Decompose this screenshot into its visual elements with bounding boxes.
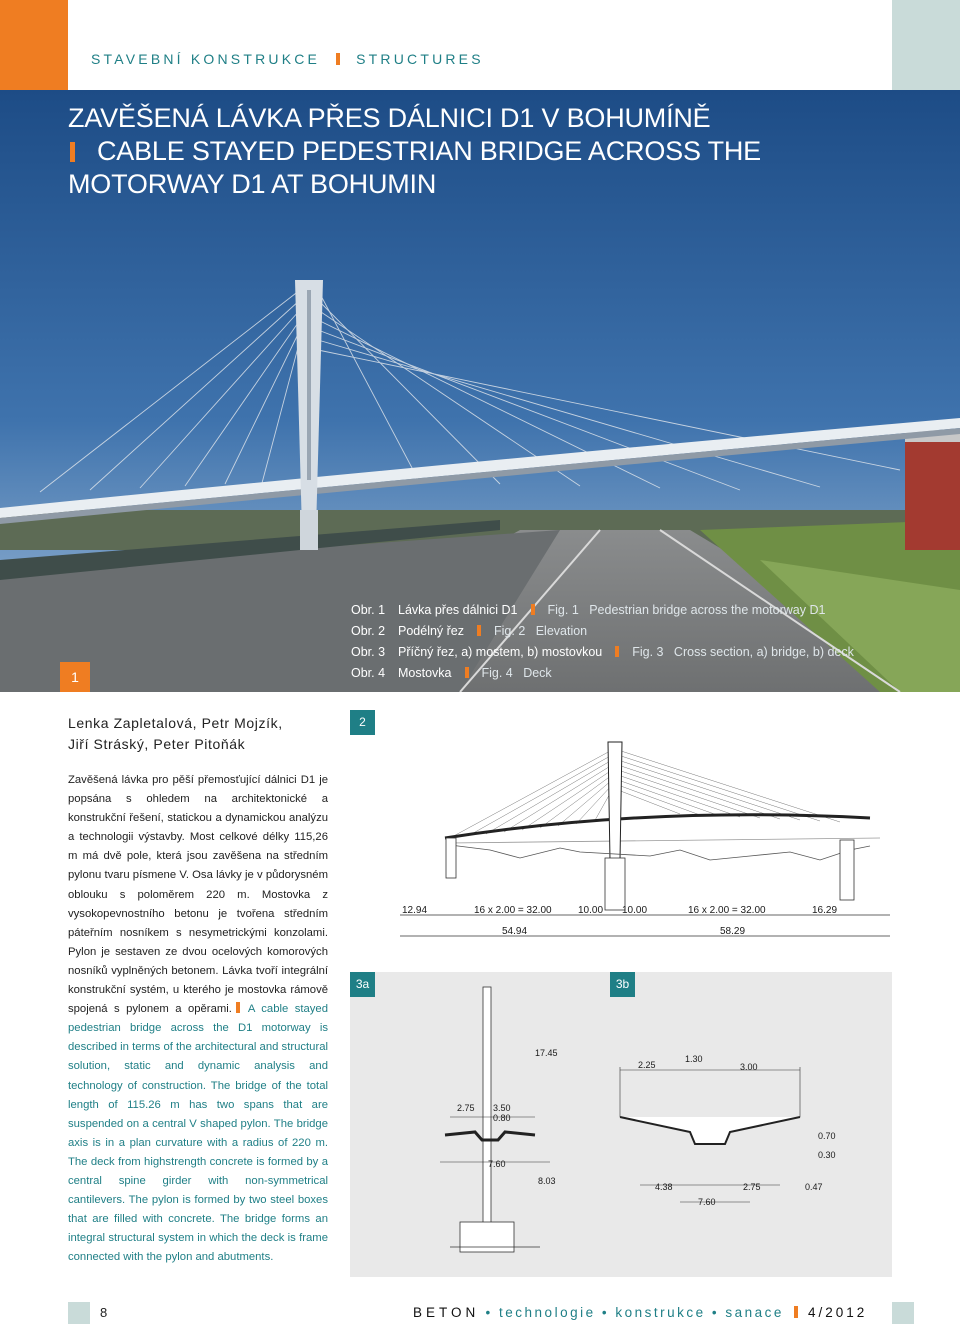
separator-bar: [336, 53, 340, 65]
caption-bar: [531, 604, 535, 615]
figure-3a-tag: 3a: [350, 972, 375, 997]
figure-2-elevation: [350, 710, 892, 960]
section-header: [91, 51, 484, 67]
abstract-bar: [236, 1002, 240, 1013]
footer-word: technologie: [499, 1305, 596, 1320]
dot-separator: •: [485, 1305, 493, 1320]
dim-label: 58.29: [720, 926, 746, 937]
magazine-footer: [413, 1305, 867, 1320]
dim-label: 3.50: [493, 1103, 511, 1113]
dim-label: 0.47: [805, 1182, 823, 1192]
abstract: [68, 771, 328, 1267]
footer-word: konstrukce: [615, 1305, 706, 1320]
footer-teal-block-right: [892, 1302, 914, 1324]
dot-separator: •: [601, 1305, 610, 1320]
dim-label: 2.25: [638, 1060, 656, 1070]
dim-label: 16 x 2.00 = 32.00: [688, 905, 766, 916]
title-en-line: [68, 135, 888, 201]
header-orange-block: [0, 0, 68, 90]
footer-teal-block-left: [68, 1302, 90, 1324]
dim-label: 7.60: [488, 1159, 506, 1169]
dim-label: 2.75: [743, 1182, 761, 1192]
dim-label: 2.75: [457, 1103, 475, 1113]
section-title-en: STRUCTURES: [356, 51, 484, 67]
authors-line-1: Lenka Zapletalová, Petr Mojzík,: [68, 715, 283, 731]
authors-line-2: Jiří Stráský, Peter Pitoňák: [68, 736, 246, 752]
caption-row: Obr. 2 Podélný řez Fig. 2 Elevation: [351, 624, 588, 638]
dim-label: 7.60: [698, 1197, 716, 1207]
section-title-cz: STAVEBNÍ KONSTRUKCE: [91, 51, 321, 67]
dim-label: 0.30: [818, 1150, 836, 1160]
figure-1-tag: 1: [60, 662, 90, 692]
dim-label: 10.00: [578, 905, 604, 916]
dot-separator: •: [711, 1305, 720, 1320]
footer-word: sanace: [725, 1305, 784, 1320]
dim-label: 4.38: [655, 1182, 673, 1192]
dim-label: 3.00: [740, 1062, 758, 1072]
caption-row: Obr. 3 Příčný řez, a) mostem, b) mostovkou Fig. 3 Cross section, a) bridge, b) deck: [351, 645, 854, 659]
caption-bar: [477, 625, 481, 636]
dim-label: 12.94: [402, 905, 428, 916]
dim-label: 8.03: [538, 1176, 556, 1186]
figure-3b-tag: 3b: [610, 972, 635, 997]
figure-captions: [351, 600, 854, 684]
abstract-cz: Zavěšená lávka pro pěší přemosťující dálnici D1 je popsána s ohledem na architektonické a konstrukční řešení, statickou a dynamickou analýzu a technologii výstavby. Most celkové délky 115,26 m má dvě pole, která jsou zavěšena na středním pylonu tvaru písmene V. Osa lávky je v půdorysném oblouku s poloměrem 220 m. Mostovka z vysokopevnostního betonu je tvořena středním páteřním nosníkem s nesymetrickými konzolami. Pylon je sestaven ze dvou ocelových komorových nosníků vyplněných betonem. Lávka tvoří integrální konstrukční systém, u kterého je mostovka rámově spojená s pylonem a opěrami.: [68, 774, 328, 1016]
title-en: CABLE STAYED PEDESTRIAN BRIDGE ACROSS THE MOTORWAY D1 AT BOHUMIN: [68, 136, 761, 199]
figure-3-cross-sections: [350, 972, 892, 1277]
abstract-en: A cable stayed pedestrian bridge across the D1 motorway is described in terms of the architectural and structural solution, static and dynamic analysis and technology of construction. The bridge of the total length of 115.26 m has two spans that are suspended on a central V shaped pylon. The bridge axis is in a plan curvature with a radius of 220 m. The deck from highstrength concrete is formed by a central spine girder with non-symmetrical cantilevers. The pylon is formed by two steel boxes that are filled with concrete. The bridge forms an integral structural system in which the deck is frame connected with the pylon and abutments.: [68, 1003, 329, 1264]
authors: [68, 713, 283, 755]
caption-row: Obr. 1 Lávka přes dálnici D1 Fig. 1 Pedestrian bridge across the motorway D1: [351, 603, 826, 617]
footer-bar: [794, 1306, 798, 1318]
header-teal-block: [892, 0, 960, 90]
dim-label: 1.30: [685, 1054, 703, 1064]
dim-label: 0.80: [493, 1113, 511, 1123]
dim-label: 10.00: [622, 905, 648, 916]
dim-label: 16.29: [812, 905, 838, 916]
dim-label: 0.70: [818, 1131, 836, 1141]
dim-label: 16 x 2.00 = 32.00: [474, 905, 552, 916]
issue-number: 4/2012: [807, 1305, 868, 1320]
dim-label: 17.45: [535, 1048, 558, 1058]
caption-bar: [465, 667, 469, 678]
figure-2-tag: 2: [350, 710, 375, 735]
page-number: 8: [100, 1305, 108, 1320]
article-title: [68, 102, 888, 201]
caption-row: Obr. 4 Mostovka Fig. 4 Deck: [351, 666, 552, 680]
title-bar: [70, 142, 75, 162]
title-cz: ZAVĚŠENÁ LÁVKA PŘES DÁLNICI D1 V BOHUMÍNĚ: [68, 103, 711, 133]
dim-label: 54.94: [502, 926, 528, 937]
caption-bar: [615, 646, 619, 657]
magazine-name: BETON: [413, 1305, 480, 1320]
